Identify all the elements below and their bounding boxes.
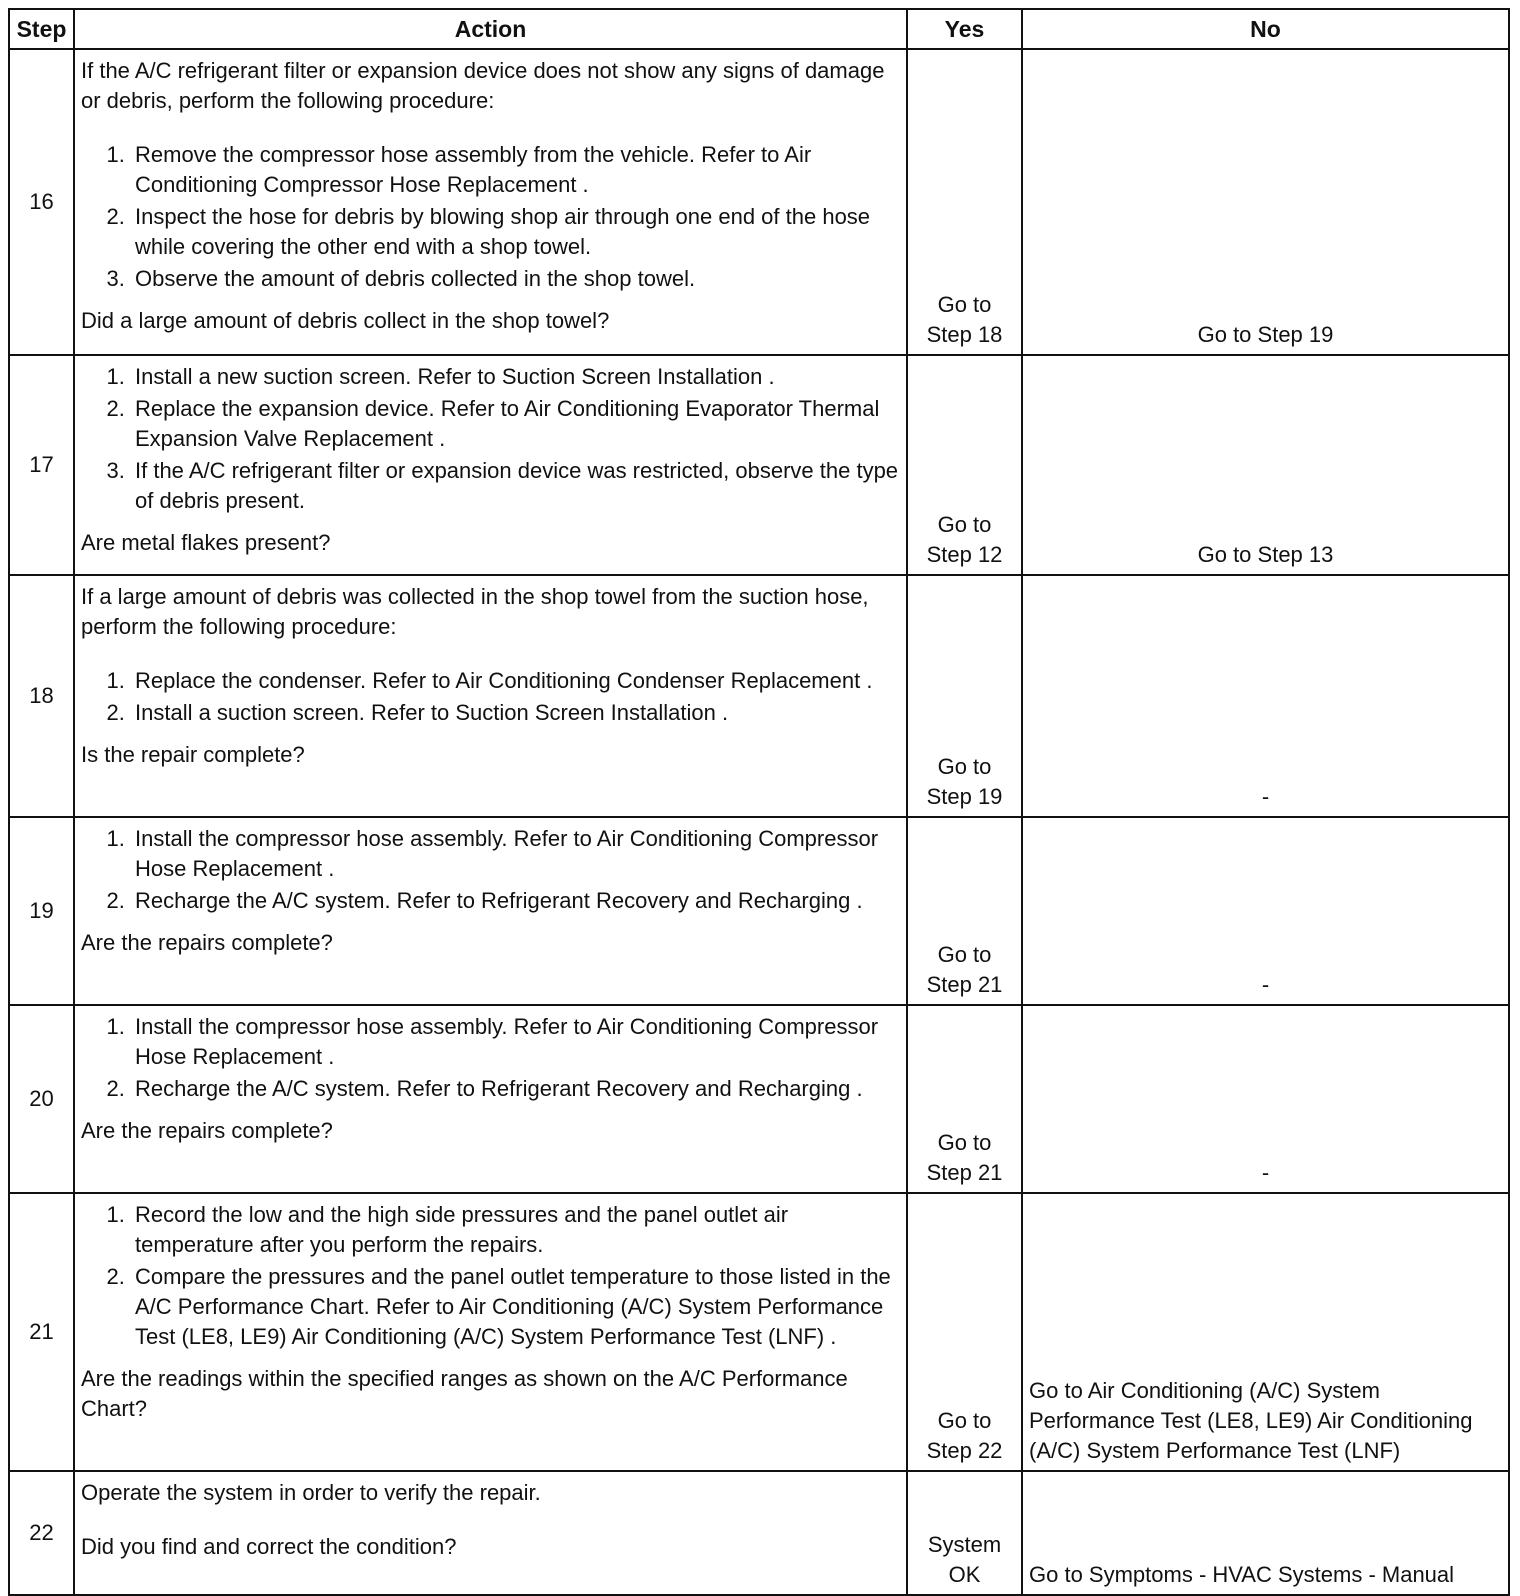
procedure-list bbox=[81, 362, 900, 516]
procedure-item: 1. Record the low and the high side pressures and the panel outlet air temperature after you perform the repairs. bbox=[131, 1200, 900, 1260]
step-number: 17 bbox=[9, 355, 74, 575]
procedure-list bbox=[81, 824, 900, 916]
header-step: Step bbox=[9, 9, 74, 49]
procedure-item: 3. Observe the amount of debris collected in the shop towel. bbox=[131, 264, 900, 294]
procedure-item: 3. If the A/C refrigerant filter or expansion device was restricted, observe the type of debris present. bbox=[131, 456, 900, 516]
table-row bbox=[9, 49, 1509, 355]
diagnostic-table bbox=[8, 8, 1510, 1596]
no-outcome: Go to Step 13 bbox=[1022, 355, 1509, 575]
no-outcome: - bbox=[1022, 817, 1509, 1005]
action-cell bbox=[74, 1471, 907, 1595]
step-number: 18 bbox=[9, 575, 74, 817]
procedure-list bbox=[81, 666, 900, 728]
procedure-item: 2. Inspect the hose for debris by blowing shop air through one end of the hose while covering the other end with a shop towel. bbox=[131, 202, 900, 262]
action-intro: If a large amount of debris was collected in the shop towel from the suction hose, perform the following procedure: bbox=[81, 584, 869, 639]
action-cell bbox=[74, 1005, 907, 1193]
no-outcome: - bbox=[1022, 1005, 1509, 1193]
yes-outcome: Go to Step 18 bbox=[907, 49, 1022, 355]
table-row bbox=[9, 1471, 1509, 1595]
action-question: Are the readings within the specified ranges as shown on the A/C Performance Chart? bbox=[81, 1366, 848, 1421]
yes-outcome: Go to Step 21 bbox=[907, 1005, 1022, 1193]
step-number: 19 bbox=[9, 817, 74, 1005]
table-row bbox=[9, 355, 1509, 575]
table-row bbox=[9, 1193, 1509, 1471]
action-question: Are the repairs complete? bbox=[81, 1118, 333, 1143]
procedure-list bbox=[81, 1200, 900, 1352]
action-cell bbox=[74, 1193, 907, 1471]
yes-outcome: Go to Step 12 bbox=[907, 355, 1022, 575]
procedure-item: 2. Compare the pressures and the panel outlet temperature to those listed in the A/C Performance Chart. Refer to Air Conditioning (A/C) System Performance Test (LE8, LE9) Air Conditioning (A/C) System Performance Test (LNF) . bbox=[131, 1262, 900, 1352]
header-yes: Yes bbox=[907, 9, 1022, 49]
procedure-list bbox=[81, 1012, 900, 1104]
step-number: 20 bbox=[9, 1005, 74, 1193]
table-row bbox=[9, 1005, 1509, 1193]
diagnostic-table-container bbox=[8, 8, 1508, 1596]
action-question: Is the repair complete? bbox=[81, 742, 305, 767]
action-question: Are the repairs complete? bbox=[81, 930, 333, 955]
procedure-item: 1. Remove the compressor hose assembly from the vehicle. Refer to Air Conditioning Compressor Hose Replacement . bbox=[131, 140, 900, 200]
no-outcome: Go to Air Conditioning (A/C) System Performance Test (LE8, LE9) Air Conditioning (A/C) System Performance Test (LNF) bbox=[1022, 1193, 1509, 1471]
procedure-item: 1. Install the compressor hose assembly. Refer to Air Conditioning Compressor Hose Replacement . bbox=[131, 824, 900, 884]
table-row bbox=[9, 817, 1509, 1005]
header-no: No bbox=[1022, 9, 1509, 49]
procedure-item: 1. Replace the condenser. Refer to Air Conditioning Condenser Replacement . bbox=[131, 666, 900, 696]
procedure-item: 1. Install a new suction screen. Refer to Suction Screen Installation . bbox=[131, 362, 900, 392]
yes-outcome: System OK bbox=[907, 1471, 1022, 1595]
header-action: Action bbox=[74, 9, 907, 49]
no-outcome: Go to Symptoms - HVAC Systems - Manual bbox=[1022, 1471, 1509, 1595]
procedure-item: 2. Recharge the A/C system. Refer to Refrigerant Recovery and Recharging . bbox=[131, 886, 900, 916]
action-question: Did you find and correct the condition? bbox=[81, 1534, 457, 1559]
action-intro: If the A/C refrigerant filter or expansion device does not show any signs of damage or debris, perform the following procedure: bbox=[81, 58, 885, 113]
action-cell bbox=[74, 49, 907, 355]
yes-outcome: Go to Step 21 bbox=[907, 817, 1022, 1005]
action-question: Did a large amount of debris collect in the shop towel? bbox=[81, 308, 610, 333]
action-cell bbox=[74, 575, 907, 817]
procedure-list bbox=[81, 140, 900, 294]
yes-outcome: Go to Step 22 bbox=[907, 1193, 1022, 1471]
procedure-item: 2. Replace the expansion device. Refer to Air Conditioning Evaporator Thermal Expansion Valve Replacement . bbox=[131, 394, 900, 454]
action-question: Are metal flakes present? bbox=[81, 530, 331, 555]
action-intro: Operate the system in order to verify the repair. bbox=[81, 1480, 541, 1505]
procedure-item: 2. Recharge the A/C system. Refer to Refrigerant Recovery and Recharging . bbox=[131, 1074, 900, 1104]
table-row bbox=[9, 575, 1509, 817]
step-number: 21 bbox=[9, 1193, 74, 1471]
yes-outcome: Go to Step 19 bbox=[907, 575, 1022, 817]
procedure-item: 2. Install a suction screen. Refer to Suction Screen Installation . bbox=[131, 698, 900, 728]
header-row bbox=[9, 9, 1509, 49]
no-outcome: Go to Step 19 bbox=[1022, 49, 1509, 355]
step-number: 16 bbox=[9, 49, 74, 355]
action-cell bbox=[74, 355, 907, 575]
action-cell bbox=[74, 817, 907, 1005]
procedure-item: 1. Install the compressor hose assembly. Refer to Air Conditioning Compressor Hose Replacement . bbox=[131, 1012, 900, 1072]
no-outcome: - bbox=[1022, 575, 1509, 817]
step-number: 22 bbox=[9, 1471, 74, 1595]
